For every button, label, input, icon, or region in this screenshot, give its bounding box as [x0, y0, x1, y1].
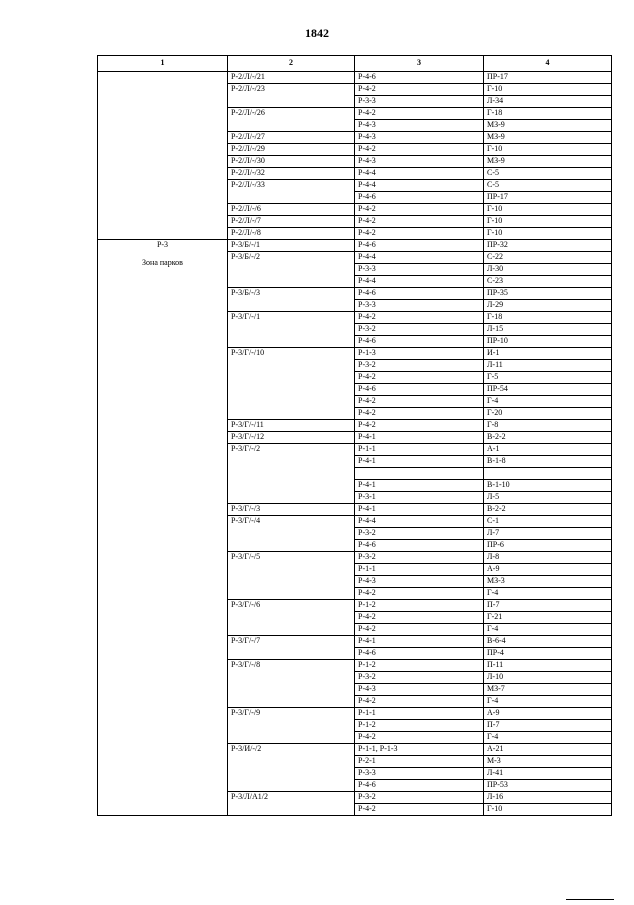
table-body [98, 72, 612, 816]
regulation-code-cell: Р-4-4 [355, 180, 484, 192]
regulation-code-cell: Р-4-6 [355, 288, 484, 300]
index-cell: Г-10 [484, 804, 612, 816]
territory-code-cell: Р-2/Л/-/32 [228, 168, 355, 180]
regulation-code-cell: Р-1-3 [355, 348, 484, 360]
territory-code-cell: Р-2/Л/-/23 [228, 84, 355, 96]
index-cell: С-1 [484, 516, 612, 528]
table-row [98, 72, 612, 84]
column-header-2: 2 [228, 56, 355, 72]
territory-code-cell [228, 456, 355, 468]
regulation-code-cell: Р-1-2 [355, 660, 484, 672]
index-cell: Л-30 [484, 264, 612, 276]
territory-code-cell: Р-3/Г/-/5 [228, 552, 355, 564]
territory-code-cell [228, 720, 355, 732]
index-cell: ПР-35 [484, 288, 612, 300]
table-row [98, 240, 612, 252]
regulation-code-cell: Р-1-1 [355, 444, 484, 456]
regulation-code-cell: Р-4-2 [355, 732, 484, 744]
regulation-code-cell: Р-3-2 [355, 792, 484, 804]
table-header-row [98, 56, 612, 72]
index-cell: Г-10 [484, 84, 612, 96]
territory-code-cell: Р-2/Л/-/7 [228, 216, 355, 228]
regulation-code-cell: Р-4-4 [355, 516, 484, 528]
index-cell: МЗ-3 [484, 576, 612, 588]
regulation-code-cell: Р-4-2 [355, 84, 484, 96]
regulation-code-cell: Р-4-3 [355, 156, 484, 168]
territory-code-cell [228, 648, 355, 660]
regulation-code-cell: Р-1-1 [355, 708, 484, 720]
territory-code-cell: Р-2/Л/-/26 [228, 108, 355, 120]
territory-code-cell: Р-2/Л/-/21 [228, 72, 355, 84]
index-cell: ПР-4 [484, 648, 612, 660]
territory-code-cell [228, 732, 355, 744]
regulation-code-cell: Р-4-2 [355, 396, 484, 408]
territory-code-cell [228, 468, 355, 480]
index-cell: ПР-32 [484, 240, 612, 252]
regulation-code-cell: Р-4-6 [355, 648, 484, 660]
regulation-code-cell: Р-4-3 [355, 132, 484, 144]
regulation-code-cell: Р-1-2 [355, 600, 484, 612]
territory-code-cell: Р-3/Г/-/11 [228, 420, 355, 432]
index-cell: В-1-8 [484, 456, 612, 468]
index-cell: В-1-10 [484, 480, 612, 492]
territory-code-cell: Р-3/Г/-/12 [228, 432, 355, 444]
index-cell: Г-5 [484, 372, 612, 384]
regulation-code-cell: Р-4-3 [355, 120, 484, 132]
index-cell: Г-10 [484, 216, 612, 228]
index-cell: Г-4 [484, 732, 612, 744]
regulation-code-cell: Р-1-2 [355, 720, 484, 732]
regulation-code-cell: Р-4-3 [355, 684, 484, 696]
regulation-code-cell: Р-3-3 [355, 300, 484, 312]
index-cell: ПР-10 [484, 336, 612, 348]
territory-code-cell [228, 372, 355, 384]
regulation-code-cell: Р-4-2 [355, 420, 484, 432]
territory-code-cell: Р-3/Г/-/7 [228, 636, 355, 648]
regulation-code-cell: Р-4-1 [355, 636, 484, 648]
regulation-code-cell: Р-4-1 [355, 504, 484, 516]
regulation-code-cell: Р-4-2 [355, 588, 484, 600]
regulation-code-cell: Р-4-6 [355, 540, 484, 552]
index-cell: П-11 [484, 660, 612, 672]
regulation-code-cell: Р-4-2 [355, 696, 484, 708]
territory-code-cell [228, 804, 355, 816]
index-cell: Л-8 [484, 552, 612, 564]
index-cell: С-23 [484, 276, 612, 288]
index-cell: ПР-53 [484, 780, 612, 792]
territory-code-cell [228, 324, 355, 336]
index-cell: А-9 [484, 564, 612, 576]
index-cell: С-5 [484, 180, 612, 192]
index-cell: М-3 [484, 756, 612, 768]
index-cell: Л-16 [484, 792, 612, 804]
regulation-code-cell: Р-4-3 [355, 576, 484, 588]
territory-code-cell: Р-2/Л/-/27 [228, 132, 355, 144]
territory-code-cell [228, 276, 355, 288]
territory-code-cell [228, 120, 355, 132]
territory-code-cell: Р-3/Г/-/8 [228, 660, 355, 672]
index-cell [484, 468, 612, 480]
regulation-code-cell: Р-4-2 [355, 408, 484, 420]
index-cell: Л-41 [484, 768, 612, 780]
regulation-code-cell: Р-4-2 [355, 216, 484, 228]
index-cell: Л-5 [484, 492, 612, 504]
territory-code-cell [228, 96, 355, 108]
territory-code-cell: Р-3/Б/-/3 [228, 288, 355, 300]
regulation-code-cell: Р-4-1 [355, 456, 484, 468]
territory-code-cell [228, 480, 355, 492]
index-cell: Л-10 [484, 672, 612, 684]
territory-code-cell [228, 360, 355, 372]
territory-code-cell [228, 540, 355, 552]
index-cell: И-1 [484, 348, 612, 360]
index-cell: Г-21 [484, 612, 612, 624]
index-cell: Г-18 [484, 108, 612, 120]
footer-rule [566, 899, 614, 900]
index-cell: Г-4 [484, 696, 612, 708]
index-cell: Г-4 [484, 588, 612, 600]
index-cell: В-2-2 [484, 432, 612, 444]
regulation-code-cell: Р-4-6 [355, 240, 484, 252]
zoning-table [97, 55, 612, 816]
index-cell: Л-34 [484, 96, 612, 108]
territory-code-cell: Р-3/Г/-/1 [228, 312, 355, 324]
regulation-code-cell: Р-4-6 [355, 780, 484, 792]
index-cell: Г-4 [484, 396, 612, 408]
regulation-code-cell: Р-4-2 [355, 372, 484, 384]
territory-code-cell: Р-3/Г/-/2 [228, 444, 355, 456]
territory-code-cell: Р-2/Л/-/33 [228, 180, 355, 192]
territory-code-cell: Р-3/Г/-/9 [228, 708, 355, 720]
territory-code-cell: Р-2/Л/-/30 [228, 156, 355, 168]
territory-code-cell: Р-2/Л/-/6 [228, 204, 355, 216]
index-cell: МЗ-9 [484, 132, 612, 144]
territory-code-cell [228, 192, 355, 204]
territory-code-cell [228, 264, 355, 276]
index-cell: С-5 [484, 168, 612, 180]
territory-code-cell [228, 612, 355, 624]
territory-code-cell: Р-2/Л/-/8 [228, 228, 355, 240]
regulation-code-cell: Р-4-2 [355, 228, 484, 240]
territory-code-cell: Р-3/Г/-/10 [228, 348, 355, 360]
regulation-code-cell: Р-3-1 [355, 492, 484, 504]
regulation-code-cell: Р-4-2 [355, 624, 484, 636]
territory-code-cell [228, 756, 355, 768]
column-header-1: 1 [98, 56, 228, 72]
territory-code-cell [228, 768, 355, 780]
territory-code-cell [228, 336, 355, 348]
regulation-code-cell: Р-3-2 [355, 360, 484, 372]
index-cell: А-9 [484, 708, 612, 720]
index-cell: ПР-17 [484, 72, 612, 84]
regulation-code-cell: Р-3-2 [355, 552, 484, 564]
regulation-code-cell: Р-4-2 [355, 312, 484, 324]
regulation-code-cell: Р-3-2 [355, 672, 484, 684]
index-cell: А-21 [484, 744, 612, 756]
index-cell: В-2-2 [484, 504, 612, 516]
regulation-code-cell: Р-3-2 [355, 324, 484, 336]
index-cell: МЗ-9 [484, 120, 612, 132]
regulation-code-cell: Р-4-4 [355, 168, 484, 180]
index-cell: ПР-54 [484, 384, 612, 396]
index-cell: Г-10 [484, 204, 612, 216]
territory-code-cell [228, 528, 355, 540]
territory-code-cell: Р-3/Г/-/3 [228, 504, 355, 516]
index-cell: Г-18 [484, 312, 612, 324]
territory-code-cell [228, 396, 355, 408]
territory-code-cell [228, 408, 355, 420]
regulation-code-cell: Р-4-2 [355, 804, 484, 816]
territory-code-cell: Р-3/Г/-/6 [228, 600, 355, 612]
regulation-code-cell: Р-3-3 [355, 264, 484, 276]
index-cell: Л-11 [484, 360, 612, 372]
territory-code-cell [228, 492, 355, 504]
zone-code: Р-3 [156, 240, 169, 249]
index-cell: Г-10 [484, 144, 612, 156]
regulation-code-cell: Р-4-2 [355, 612, 484, 624]
territory-code-cell: Р-2/Л/-/29 [228, 144, 355, 156]
regulation-code-cell: Р-4-6 [355, 72, 484, 84]
index-cell: П-7 [484, 600, 612, 612]
index-cell: Л-15 [484, 324, 612, 336]
regulation-code-cell: Р-4-2 [355, 108, 484, 120]
index-cell: ПР-17 [484, 192, 612, 204]
regulation-code-cell: Р-4-6 [355, 384, 484, 396]
index-cell: Г-20 [484, 408, 612, 420]
zone-cell [98, 240, 228, 816]
regulation-code-cell: Р-3-3 [355, 96, 484, 108]
territory-code-cell [228, 564, 355, 576]
column-header-3: 3 [355, 56, 484, 72]
page-number: 1842 [305, 26, 329, 40]
regulation-code-cell: Р-3-2 [355, 528, 484, 540]
index-cell: Л-29 [484, 300, 612, 312]
regulation-code-cell: Р-1-1 [355, 564, 484, 576]
territory-code-cell: Р-3/Г/-/4 [228, 516, 355, 528]
territory-code-cell: Р-3/Л/А1/2 [228, 792, 355, 804]
index-cell: А-1 [484, 444, 612, 456]
territory-code-cell [228, 588, 355, 600]
territory-code-cell [228, 576, 355, 588]
regulation-code-cell: Р-4-1 [355, 480, 484, 492]
regulation-code-cell: Р-4-1 [355, 432, 484, 444]
regulation-code-cell: Р-4-4 [355, 276, 484, 288]
territory-code-cell [228, 384, 355, 396]
territory-code-cell [228, 672, 355, 684]
zone-name: Зона парков [142, 258, 183, 267]
regulation-code-cell: Р-4-4 [355, 252, 484, 264]
zone-cell [98, 72, 228, 240]
index-cell: П-7 [484, 720, 612, 732]
territory-code-cell [228, 696, 355, 708]
territory-code-cell: Р-3/И/-/2 [228, 744, 355, 756]
territory-code-cell [228, 780, 355, 792]
index-cell: В-6-4 [484, 636, 612, 648]
index-cell: Г-10 [484, 228, 612, 240]
index-cell: ПР-6 [484, 540, 612, 552]
regulation-code-cell: Р-2-1 [355, 756, 484, 768]
regulation-code-cell: Р-4-6 [355, 336, 484, 348]
territory-code-cell [228, 300, 355, 312]
territory-code-cell: Р-3/Б/-/2 [228, 252, 355, 264]
index-cell: Г-4 [484, 624, 612, 636]
index-cell: МЗ-7 [484, 684, 612, 696]
territory-code-cell: Р-3/Б/-/1 [228, 240, 355, 252]
regulation-code-cell: Р-3-3 [355, 768, 484, 780]
regulation-code-cell: Р-4-2 [355, 204, 484, 216]
index-cell: Г-8 [484, 420, 612, 432]
regulation-code-cell: Р-1-1, Р-1-3 [355, 744, 484, 756]
regulation-code-cell: Р-4-2 [355, 144, 484, 156]
territory-code-cell [228, 624, 355, 636]
index-cell: Л-7 [484, 528, 612, 540]
index-cell: МЗ-9 [484, 156, 612, 168]
regulation-code-cell [355, 468, 484, 480]
index-cell: С-22 [484, 252, 612, 264]
column-header-4: 4 [484, 56, 612, 72]
regulation-code-cell: Р-4-6 [355, 192, 484, 204]
territory-code-cell [228, 684, 355, 696]
